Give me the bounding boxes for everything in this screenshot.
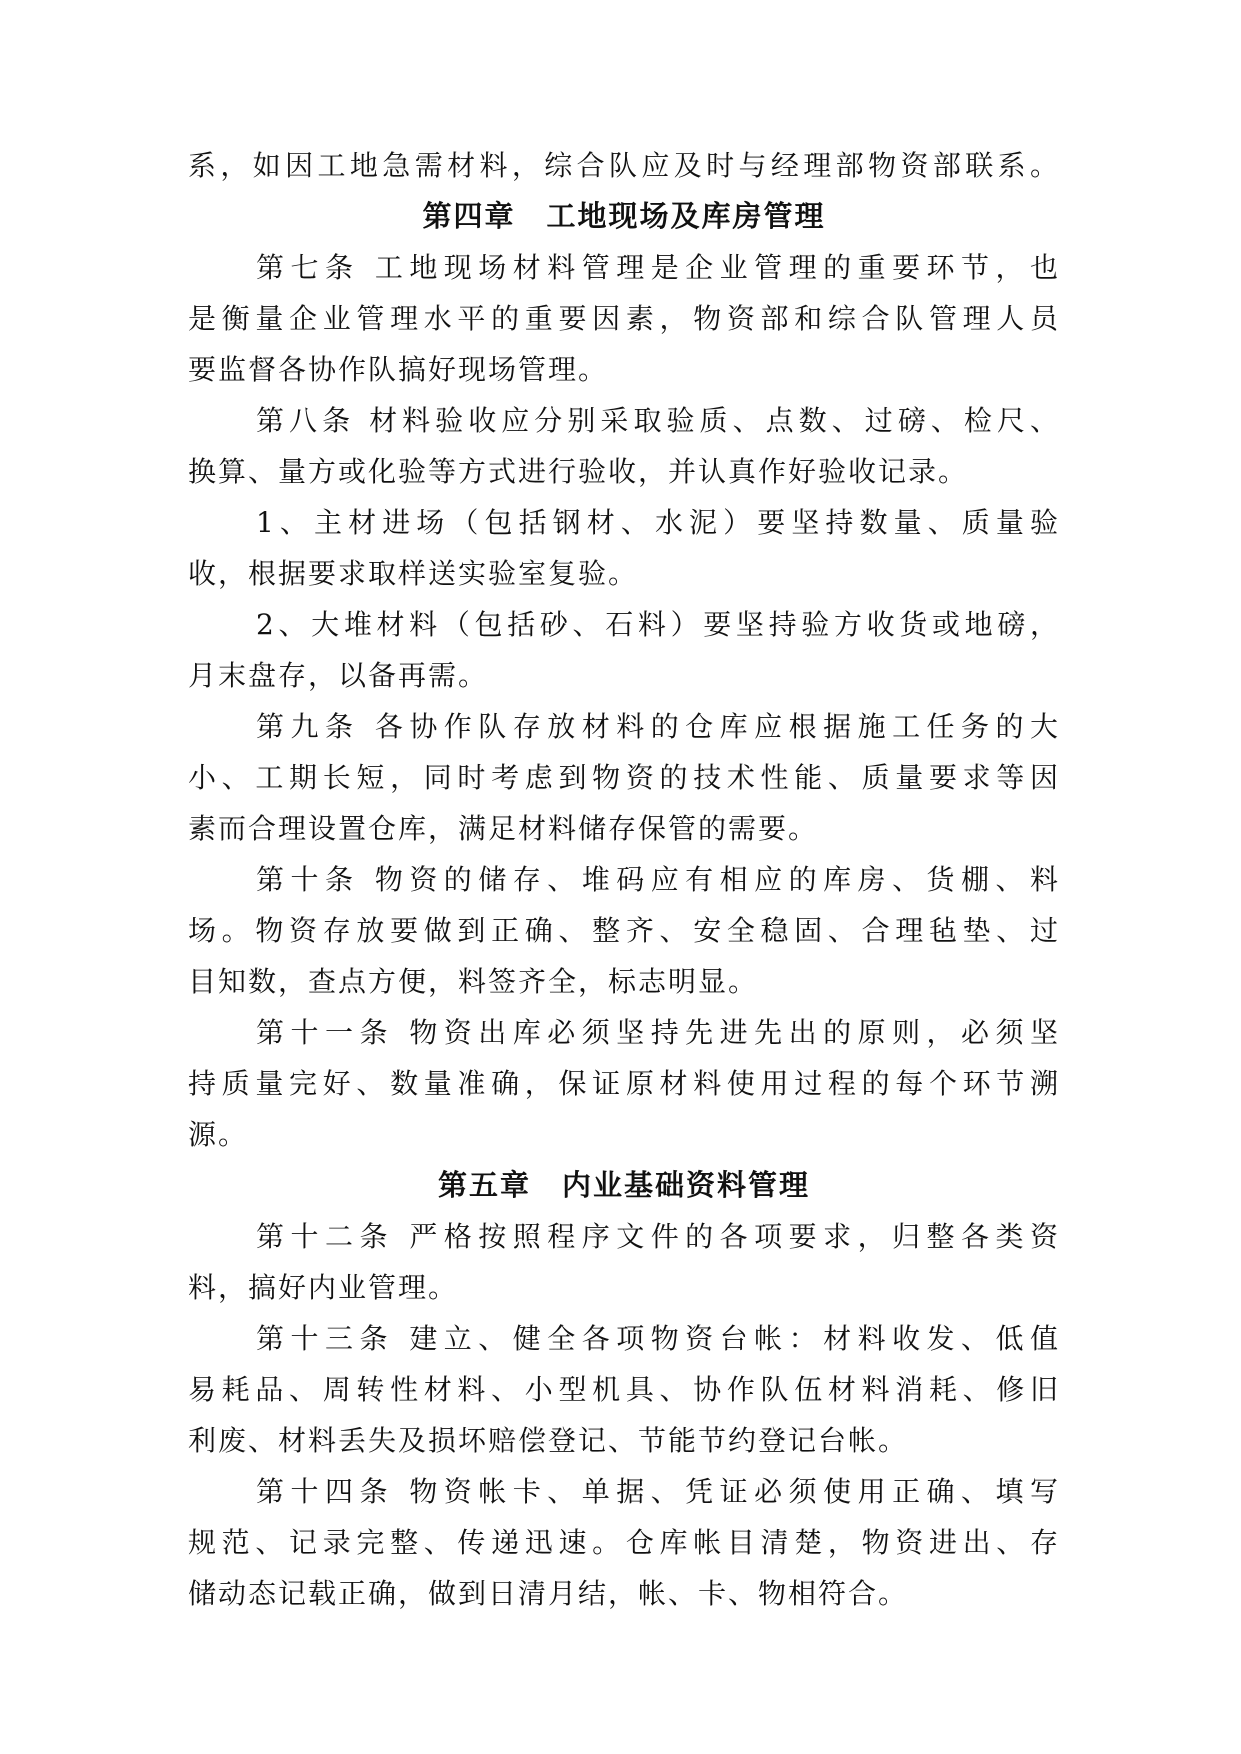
paragraph-line: 第十条 物资的储存、堆码应有相应的库房、货棚、料 xyxy=(256,863,1060,896)
paragraph-line: 规范、记录完整、传递迅速。仓库帐目清楚，物资进出、存 xyxy=(188,1526,1060,1559)
paragraph-line: 源。 xyxy=(188,1118,249,1151)
chapter-heading: 第四章 工地现场及库房管理 xyxy=(422,199,826,233)
paragraph-line: 第八条 材料验收应分别采取验质、点数、过磅、检尺、 xyxy=(256,404,1060,437)
paragraph-line: 月末盘存，以备再需。 xyxy=(188,659,489,692)
document-page xyxy=(188,140,1060,1619)
paragraph-line: 储动态记载正确，做到日清月结，帐、卡、物相符合。 xyxy=(188,1577,909,1610)
paragraph-line: 第七条 工地现场材料管理是企业管理的重要环节，也 xyxy=(256,251,1060,284)
chapter-heading: 第五章 内业基础资料管理 xyxy=(437,1168,810,1202)
paragraph-line: 料，搞好内业管理。 xyxy=(188,1271,459,1304)
paragraph-line: 小、工期长短，同时考虑到物资的技术性能、质量要求等因 xyxy=(188,761,1060,794)
paragraph-line: 持质量完好、数量准确，保证原材料使用过程的每个环节溯 xyxy=(188,1067,1060,1100)
paragraph-line: 第九条 各协作队存放材料的仓库应根据施工任务的大 xyxy=(256,710,1060,743)
paragraph-line: 系，如因工地急需材料，综合队应及时与经理部物资部联系。 xyxy=(188,149,1060,182)
paragraph-line: 1、主材进场（包括钢材、水泥）要坚持数量、质量验 xyxy=(256,506,1060,539)
paragraph-line: 目知数，查点方便，料签齐全，标志明显。 xyxy=(188,965,759,998)
paragraph-line: 场。物资存放要做到正确、整齐、安全稳固、合理毡垫、过 xyxy=(188,914,1060,947)
paragraph-line: 2、大堆材料（包括砂、石料）要坚持验方收货或地磅， xyxy=(256,608,1060,641)
paragraph-line: 换算、量方或化验等方式进行验收，并认真作好验收记录。 xyxy=(188,455,969,488)
paragraph-line: 易耗品、周转性材料、小型机具、协作队伍材料消耗、修旧 xyxy=(188,1373,1060,1406)
paragraph-line: 要监督各协作队搞好现场管理。 xyxy=(188,353,609,386)
paragraph-line: 第十二条 严格按照程序文件的各项要求，归整各类资 xyxy=(256,1220,1060,1253)
paragraph-line: 第十一条 物资出库必须坚持先进先出的原则，必须坚 xyxy=(256,1016,1060,1049)
paragraph-line: 素而合理设置仓库，满足材料储存保管的需要。 xyxy=(188,812,819,845)
paragraph-line: 第十三条 建立、健全各项物资台帐：材料收发、低值 xyxy=(256,1322,1060,1355)
paragraph-line: 利废、材料丢失及损坏赔偿登记、节能节约登记台帐。 xyxy=(188,1424,909,1457)
paragraph-line: 第十四条 物资帐卡、单据、凭证必须使用正确、填写 xyxy=(256,1475,1060,1508)
paragraph-line: 收，根据要求取样送实验室复验。 xyxy=(188,557,639,590)
paragraph-line: 是衡量企业管理水平的重要因素，物资部和综合队管理人员 xyxy=(188,302,1060,335)
